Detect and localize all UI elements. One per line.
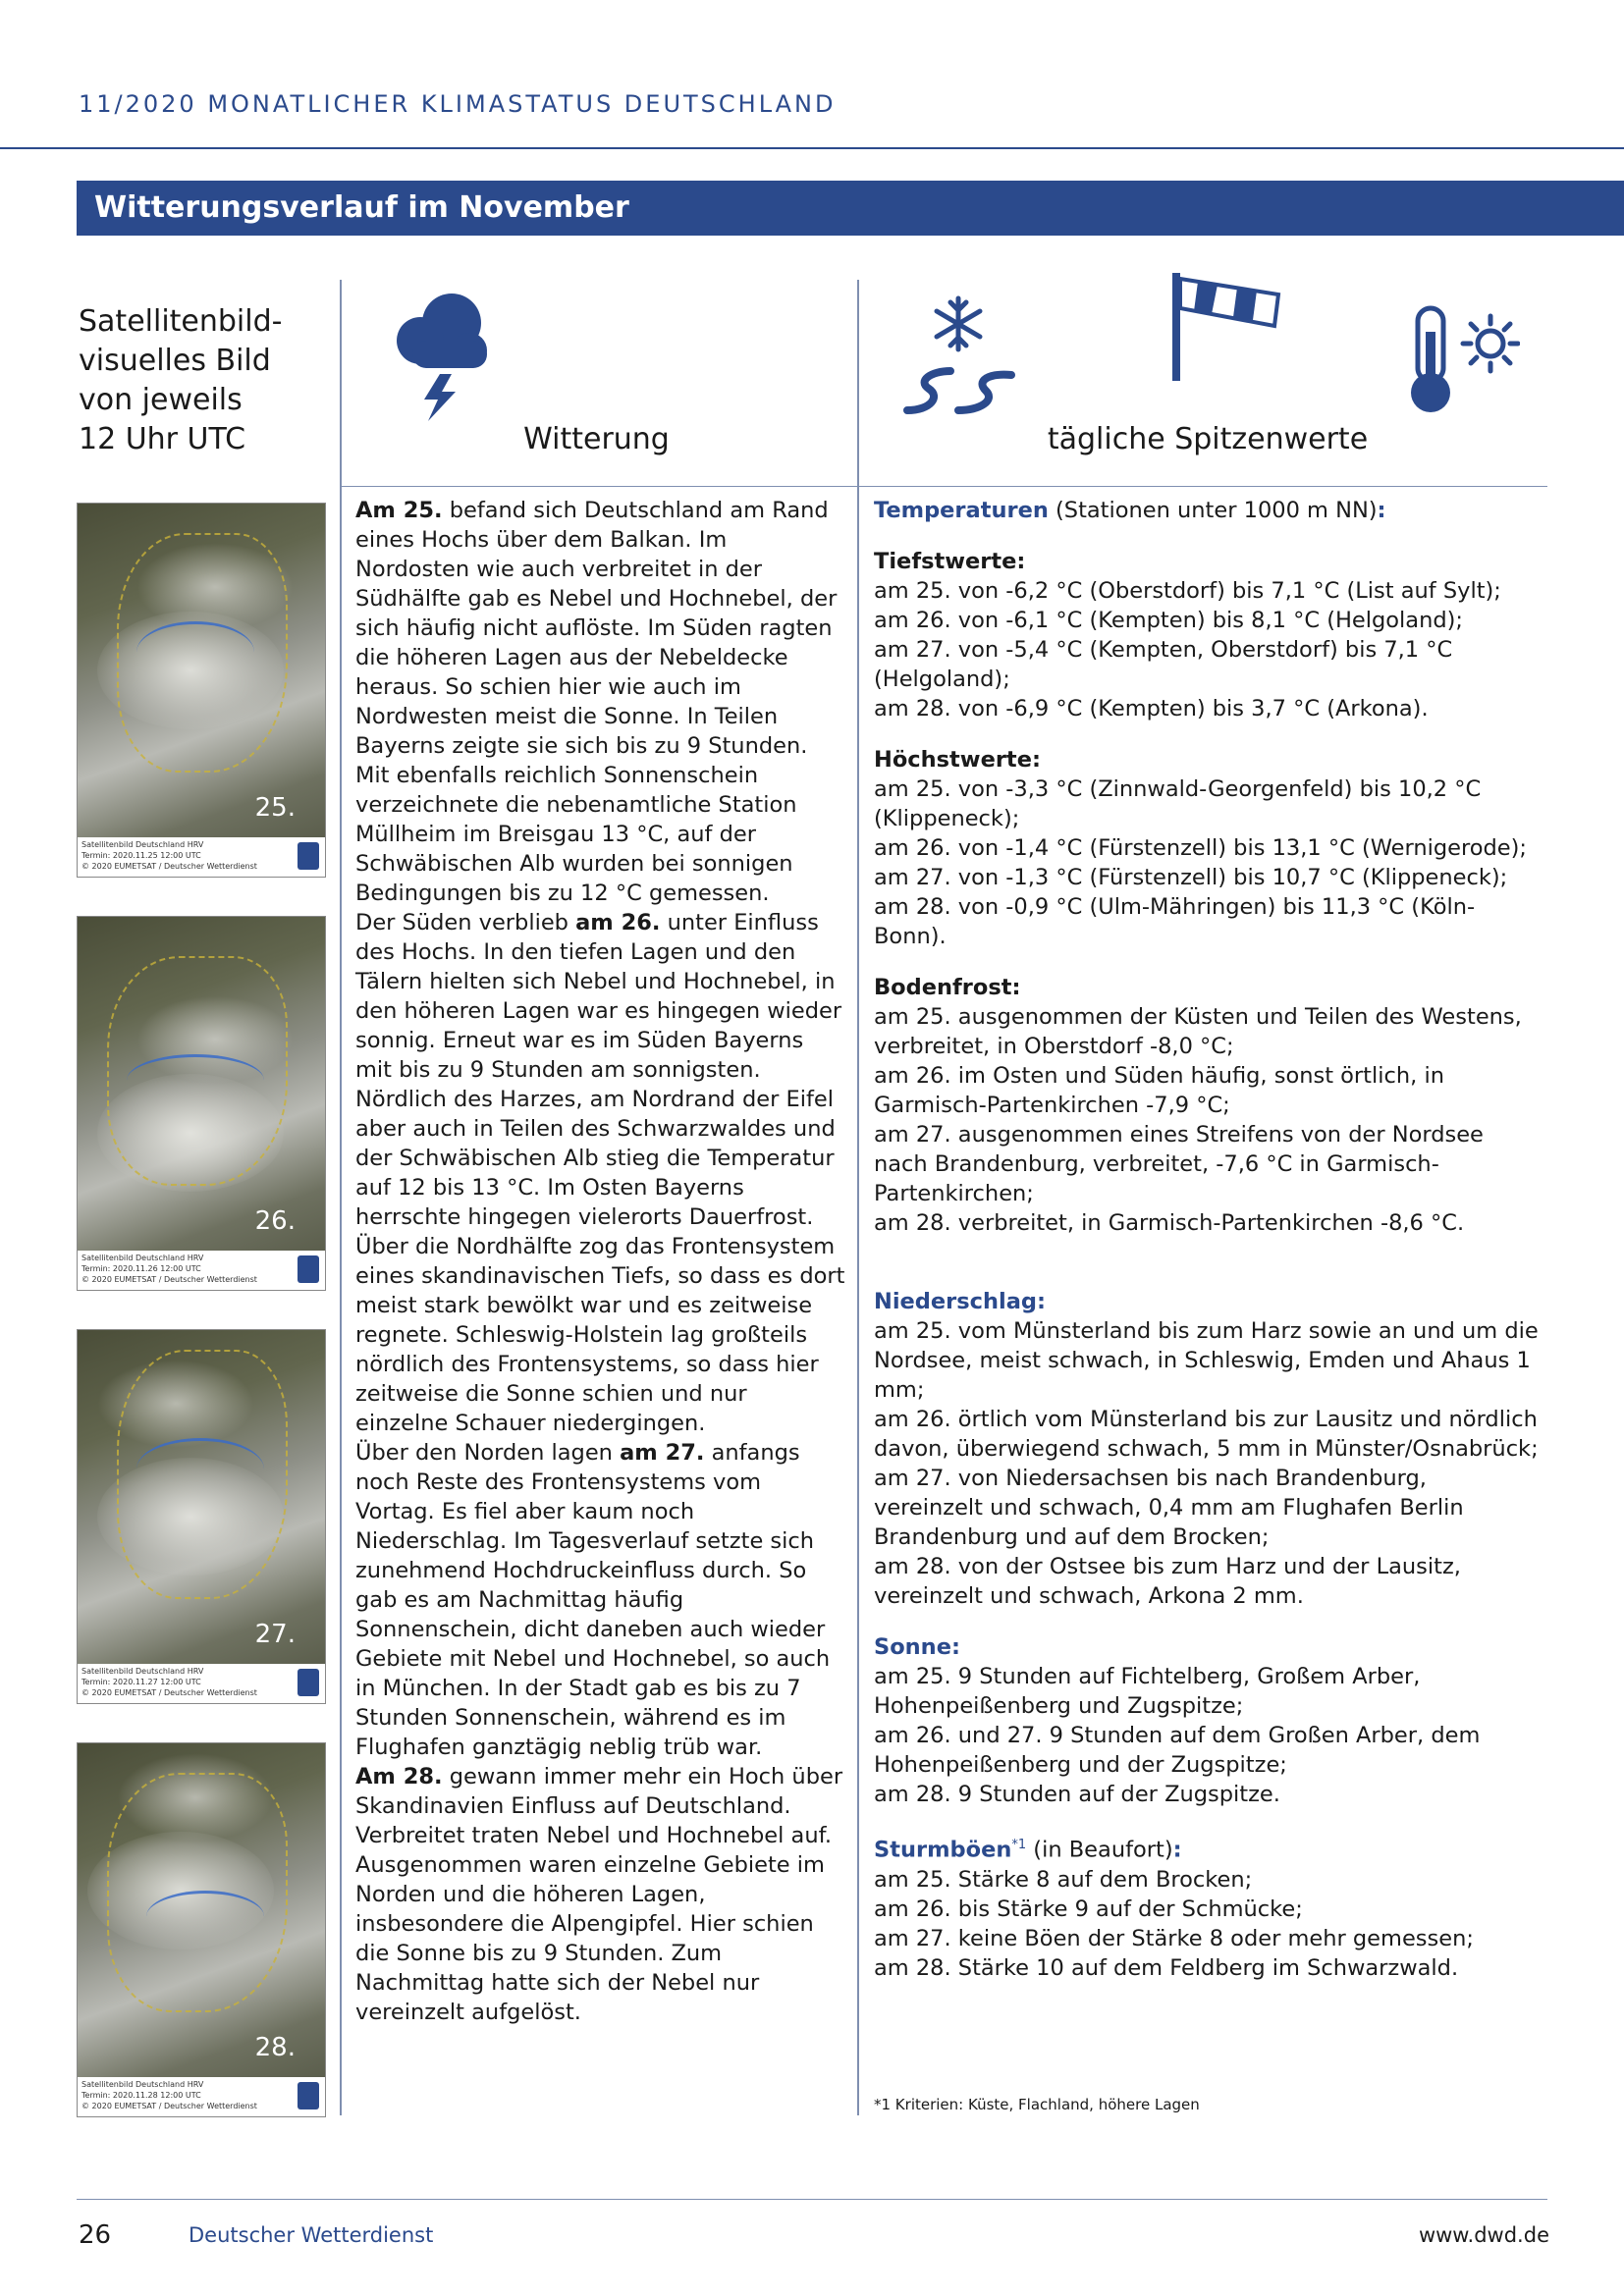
- bodenfrost-item: am 25. ausgenommen der Küsten und Teilen des Westens, verbreitet, in Oberstdorf -8,0 °C;: [874, 1004, 1522, 1059]
- spitzenwerte-text: [874, 496, 1542, 1983]
- snowflake-slippery-road-icon: [901, 294, 1019, 417]
- paragraph-text: befand sich Deutschland am Rand eines Hochs über dem Balkan. Im Nordosten wie auch verbreitet in der Südhälfte gab es Nebel und Hochnebel, der sich häufig nicht auflöste. Im Süden ragten die höheren Lagen aus der Nebeldecke heraus. So schien hier wie auch im Nordwesten meist die Sonne. In Teilen Bayerns zeigte sie sich bis zu 9 Stunden. Mit ebenfalls reichlich Sonnenschein verzeichnete die nebenamtliche Station Müllheim im Breisgau 13 °C, auf der Schwäbischen Alb wurden bei sonnigen Bedingungen bis zu 12 °C gemessen.: [355, 498, 838, 906]
- hoechstwerte-item: am 27. von -1,3 °C (Fürstenzell) bis 10,7 °C (Klippeneck);: [874, 865, 1508, 890]
- dwd-logo-icon: [298, 1255, 319, 1283]
- day-label: am 26.: [575, 910, 661, 935]
- satellite-caption: [79, 302, 282, 459]
- page-number: 26: [79, 2220, 112, 2250]
- sturmboeen-heading-note: (in Beaufort): [1026, 1837, 1173, 1863]
- satellite-footer-line: Termin: 2020.11.25 12:00 UTC: [81, 851, 201, 860]
- satellite-footer-line: Satellitenbild Deutschland HRV: [81, 1667, 204, 1676]
- satellite-footer-line: © 2020 EUMETSAT / Deutscher Wetterdienst: [81, 862, 257, 871]
- niederschlag-heading: Niederschlag:: [874, 1289, 1047, 1314]
- satellite-caption-line: visuelles Bild: [79, 344, 271, 378]
- paragraph-text: gewann immer mehr ein Hoch über Skandinavien Einfluss auf Deutschland. Verbreitet traten Nebel und Hochnebel auf. Ausgenommen waren einzelne Gebiete im Norden und die höheren Lagen, insbesondere die Alpengipfel. Hier schien die Sonne bis zu 9 Stunden. Zum Nachmittag hatte sich der Nebel nur vereinzelt aufgelöst.: [355, 1764, 843, 2025]
- satellite-day-label: 25.: [254, 793, 296, 823]
- cloud-lightning-icon: [391, 290, 494, 422]
- satellite-footer-line: Satellitenbild Deutschland HRV: [81, 840, 204, 849]
- sonne-item: am 28. 9 Stunden auf der Zugspitze.: [874, 1782, 1280, 1807]
- satellite-image-26: [77, 916, 326, 1291]
- document-header-title: 11/2020 MONATLICHER KLIMASTATUS DEUTSCHLAND: [79, 90, 837, 118]
- hoechstwerte-heading: Höchstwerte:: [874, 747, 1041, 773]
- satellite-day-label: 28.: [254, 2033, 296, 2062]
- tiefstwerte-item: am 27. von -5,4 °C (Kempten, Oberstdorf) bis 7,1 °C (Helgoland);: [874, 637, 1453, 692]
- niederschlag-item: am 27. von Niedersachsen bis nach Brandenburg, vereinzelt und schwach, 0,4 mm am Flughafen Berlin Brandenburg und auf dem Brocken;: [874, 1466, 1464, 1550]
- paragraph-text: anfangs noch Reste des Frontensystems vom Vortag. Es fiel aber kaum noch Niederschlag. Im Tagesverlauf setzte sich zunehmend Hochdruckeinfluss durch. So gab es am Nachmittag häufig Sonnenschein, dicht daneben auch wieder Gebiete mit Nebel und Hochnebel, so auch in München. In der Stadt gab es bis zu 7 Stunden Sonnenschein, während es im Flughafen ganztägig neblig trüb war.: [355, 1440, 831, 1760]
- satellite-image-25: [77, 503, 326, 878]
- paragraph-text: unter Einfluss des Hochs. In den tiefen Lagen und den Tälern hielten sich Nebel und Hochnebel, in den höheren Lagen war es hingegen wieder sonnig. Erneut war es im Süden Bayerns mit bis zu 9 Stunden am sonnigsten. Nördlich des Harzes, am Nordrand der Eifel aber auch in Teilen des Schwarzwaldes und der Schwäbischen Alb stieg die Temperatur auf 12 bis 13 °C. Im Osten Bayerns herrschte hingegen vielerorts Dauerfrost. Über die Nordhälfte zog das Frontensystem eines skandinavischen Tiefs, so dass es dort meist stark bewölkt war und es zeitweise regnete. Schleswig-Holstein lag großteils nördlich des Frontensystems, so dass hier zeitweise die Sonne schien und nur einzelne Schauer niedergingen.: [355, 910, 845, 1436]
- satellite-day-label: 27.: [254, 1620, 296, 1649]
- temperature-heading-label: Temperaturen: [874, 498, 1049, 523]
- witterung-text: [355, 496, 846, 2027]
- satellite-caption-line: 12 Uhr UTC: [79, 422, 246, 456]
- windsock-icon: [1168, 273, 1286, 381]
- column-divider-2: [857, 280, 859, 2115]
- satellite-footer-line: © 2020 EUMETSAT / Deutscher Wetterdienst: [81, 1688, 257, 1697]
- publisher-name: Deutscher Wetterdienst: [189, 2223, 434, 2247]
- satellite-footer-line: Satellitenbild Deutschland HRV: [81, 2080, 204, 2089]
- satellite-footer-line: Termin: 2020.11.27 12:00 UTC: [81, 1678, 201, 1686]
- section-banner: Witterungsverlauf im November: [77, 181, 1624, 236]
- heading-colon: :: [1377, 498, 1386, 523]
- niederschlag-item: am 25. vom Münsterland bis zum Harz sowie an und um die Nordsee, meist schwach, in Schleswig, Emden und Ahaus 1 mm;: [874, 1318, 1539, 1403]
- footnote-marker: *1: [1011, 1838, 1027, 1852]
- niederschlag-item: am 26. örtlich vom Münsterland bis zur Lausitz und nördlich davon, überwiegend schwach, 5 mm in Münster/Osnabrück;: [874, 1407, 1539, 1462]
- satellite-caption-line: von jeweils: [79, 383, 243, 417]
- day-label: Am 25.: [355, 498, 443, 523]
- day-label: am 27.: [620, 1440, 705, 1466]
- sturmboeen-heading: [874, 1831, 1542, 1865]
- satellite-footer: [78, 837, 325, 877]
- satellite-image-28: [77, 1742, 326, 2117]
- tiefstwerte-item: am 28. von -6,9 °C (Kempten) bis 3,7 °C (Arkona).: [874, 696, 1429, 721]
- bodenfrost-item: am 28. verbreitet, in Garmisch-Partenkirchen -8,6 °C.: [874, 1210, 1465, 1236]
- footer-rule: [77, 2199, 1547, 2200]
- satellite-footer: [78, 1664, 325, 1703]
- satellite-caption-line: Satellitenbild-: [79, 304, 283, 339]
- heading-colon: :: [1172, 1837, 1182, 1863]
- witterung-paragraph-26: [355, 908, 846, 1438]
- hoechstwerte-item: am 28. von -0,9 °C (Ulm-Mähringen) bis 11,3 °C (Köln-Bonn).: [874, 894, 1476, 949]
- sturmboeen-item: am 28. Stärke 10 auf dem Feldberg im Schwarzwald.: [874, 1954, 1459, 1981]
- sturmboeen-heading-label: Sturmböen: [874, 1837, 1012, 1863]
- satellite-footer-line: © 2020 EUMETSAT / Deutscher Wetterdienst: [81, 2102, 257, 2110]
- paragraph-lead: Der Süden verblieb: [355, 910, 576, 935]
- bodenfrost-item: am 27. ausgenommen eines Streifens von der Nordsee nach Brandenburg, verbreitet, -7,6 °C in Garmisch-Partenkirchen;: [874, 1122, 1484, 1206]
- satellite-footer-line: Termin: 2020.11.26 12:00 UTC: [81, 1264, 201, 1273]
- column-divider-1: [340, 280, 342, 2115]
- witterung-paragraph-27: [355, 1438, 846, 1762]
- sturmboeen-item: am 26. bis Stärke 9 auf der Schmücke;: [874, 1896, 1303, 1922]
- satellite-footer: [78, 2077, 325, 2116]
- bodenfrost-item: am 26. im Osten und Süden häufig, sonst örtlich, in Garmisch-Partenkirchen -7,9 °C;: [874, 1063, 1444, 1118]
- column-heading-spitzenwerte: tägliche Spitzenwerte: [1047, 422, 1369, 456]
- dwd-logo-icon: [298, 842, 319, 870]
- temperature-heading-note: (Stationen unter 1000 m NN): [1048, 498, 1378, 523]
- sonne-item: am 26. und 27. 9 Stunden auf dem Großen Arber, dem Hohenpeißenberg und der Zugspitze;: [874, 1723, 1481, 1778]
- bodenfrost-heading: Bodenfrost:: [874, 975, 1021, 1000]
- column-heading-witterung: Witterung: [523, 422, 670, 456]
- sturmboeen-item: am 27. keine Böen der Stärke 8 oder mehr gemessen;: [874, 1925, 1474, 1951]
- niederschlag-item: am 28. von der Ostsee bis zum Harz und der Lausitz, vereinzelt und schwach, Arkona 2 mm.: [874, 1554, 1461, 1609]
- witterung-paragraph-25: [355, 496, 846, 908]
- dwd-logo-icon: [298, 2082, 319, 2109]
- sonne-heading: Sonne:: [874, 1634, 960, 1660]
- website-link[interactable]: www.dwd.de: [1418, 2223, 1549, 2247]
- header-rule: [0, 147, 1624, 149]
- sturmboeen-item: am 25. Stärke 8 auf dem Brocken;: [874, 1866, 1253, 1893]
- header-row-rule: [340, 486, 1547, 487]
- satellite-footer-line: Termin: 2020.11.28 12:00 UTC: [81, 2091, 201, 2100]
- paragraph-lead: Über den Norden lagen: [355, 1440, 621, 1466]
- temperature-heading: [874, 496, 1542, 525]
- satellite-footer: [78, 1251, 325, 1290]
- tiefstwerte-item: am 26. von -6,1 °C (Kempten) bis 8,1 °C (Helgoland);: [874, 608, 1463, 633]
- sonne-item: am 25. 9 Stunden auf Fichtelberg, Großem Arber, Hohenpeißenberg und Zugspitze;: [874, 1664, 1421, 1719]
- thermometer-sun-icon: [1402, 304, 1520, 417]
- tiefstwerte-item: am 25. von -6,2 °C (Oberstdorf) bis 7,1 °C (List auf Sylt);: [874, 578, 1501, 604]
- satellite-image-27: [77, 1329, 326, 1704]
- footnote: *1 Kriterien: Küste, Flachland, höhere Lagen: [874, 2096, 1200, 2113]
- hoechstwerte-item: am 25. von -3,3 °C (Zinnwald-Georgenfeld) bis 10,2 °C (Klippeneck);: [874, 776, 1482, 831]
- satellite-day-label: 26.: [254, 1206, 296, 1236]
- hoechstwerte-item: am 26. von -1,4 °C (Fürstenzell) bis 13,1 °C (Wernigerode);: [874, 835, 1528, 861]
- satellite-footer-line: Satellitenbild Deutschland HRV: [81, 1254, 204, 1262]
- satellite-footer-line: © 2020 EUMETSAT / Deutscher Wetterdienst: [81, 1275, 257, 1284]
- witterung-paragraph-28: [355, 1762, 846, 2027]
- dwd-logo-icon: [298, 1669, 319, 1696]
- day-label: Am 28.: [355, 1764, 443, 1789]
- tiefstwerte-heading: Tiefstwerte:: [874, 549, 1026, 574]
